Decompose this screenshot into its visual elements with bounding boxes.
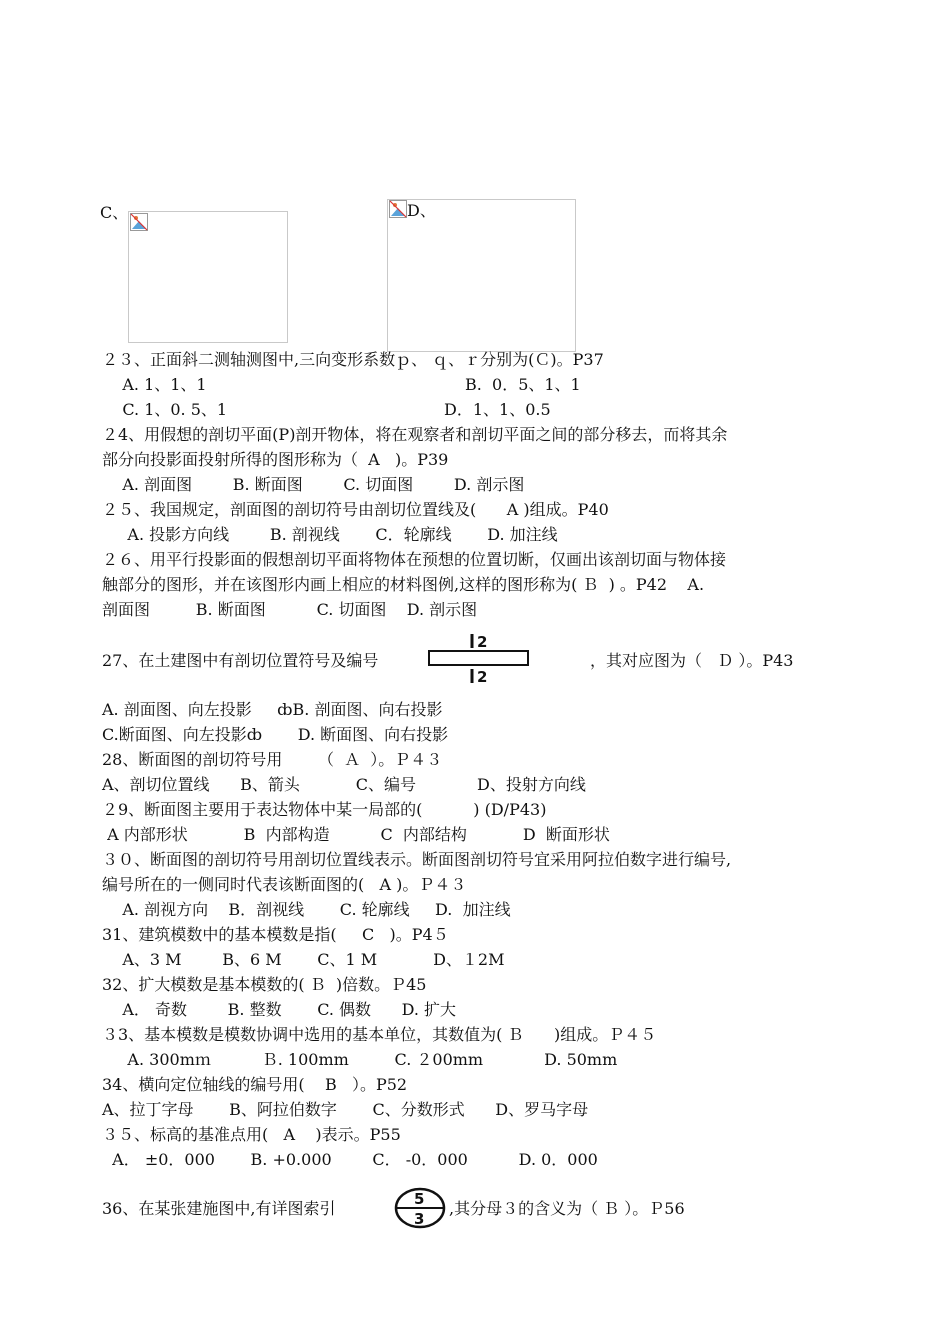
q27-options-ab: A. 剖面图、向左投影 ȸB. 剖面图、向右投影 [102, 700, 443, 719]
q35-stem: ３５、标高的基准点用( A )表示。P55 [102, 1125, 401, 1144]
q34-options: A、拉丁字母 B、阿拉伯数字 C、分数形式 D、罗马字母 [102, 1100, 589, 1119]
q27-options-cd: C.断面图、向左投影ȸ D. 断面图、向右投影 [102, 725, 449, 744]
q31-options: A、3 M B、6 M C、1 M D、１2M [102, 950, 505, 969]
figure-d-image [387, 199, 576, 352]
q23-option-b: B. 0．5、1、1 [465, 375, 581, 394]
q31-stem: 31、建筑模数中的基本模数是指( C )。P4５ [102, 925, 449, 944]
broken-image-icon [389, 200, 407, 218]
section-top-number: 2 [477, 633, 488, 651]
q36-stem-part2: ,其分母３的含义为（ Ｂ ）。Ｐ56 [449, 1199, 685, 1218]
detail-index-symbol [394, 1187, 448, 1229]
q36-stem-part1: 36、在某张建施图中,有详图索引 [102, 1199, 336, 1218]
q30-options: A. 剖视方向 B．剖视线 C. 轮廓线 D. 加注线 [102, 900, 511, 919]
q26-stem-line2: 触部分的图形，并在该图形内画上相应的材料图例,这样的图形称为( Ｂ ) 。P42 A. [102, 575, 705, 594]
figure-c-label: C、 [100, 203, 129, 222]
detail-index-numerator: 5 [414, 1190, 425, 1208]
q28-options: A、剖切位置线 B、箭头 C、编号 D、投射方向线 [102, 775, 586, 794]
q28-stem: 28、断面图的剖切符号用 （ Ａ ）。Ｐ４３ [102, 750, 443, 769]
q30-stem-line2: 编号所在的一侧同时代表该断面图的( A )。Ｐ４３ [102, 875, 467, 894]
detail-index-denominator: 3 [414, 1210, 425, 1228]
figure-c-image [128, 211, 288, 343]
q24-stem-line1: ２4、用假想的剖切平面(P)剖开物体，将在观察者和剖切平面之间的部分移去，而将其余 [102, 425, 728, 444]
q24-options: A. 剖面图 B. 断面图 C. 切面图 D. 剖示图 [102, 475, 525, 494]
q26-stem-line1: ２６、用平行投影面的假想剖切平面将物体在预想的位置切断，仅画出该剖切面与物体接 [102, 550, 727, 569]
q30-stem-line1: ３０、断面图的剖切符号用剖切位置线表示。断面图剖切符号宜采用阿拉伯数字进行编号, [102, 850, 732, 869]
q25-options: A. 投影方向线 B. 剖视线 C．轮廓线 D. 加注线 [102, 525, 558, 544]
q32-options: A． 奇数 B. 整数 C. 偶数 D. 扩大 [102, 1000, 456, 1019]
q35-options: A． ±0．000 B. +0.000 C． -0．000 D. 0．000 [102, 1150, 598, 1169]
broken-image-icon [130, 213, 148, 231]
q32-stem: 32、扩大模数是基本模数的( Ｂ )倍数。Ｐ45 [102, 975, 427, 994]
q26-options: 剖面图 B. 断面图 C. 切面图 D. 剖示图 [102, 600, 478, 619]
q29-stem: ２9、断面图主要用于表达物体中某一局部的( ) (D/P43) [102, 800, 547, 819]
q29-options: A 内部形状 B 内部构造 C 内部结构 D 断面形状 [102, 825, 610, 844]
q25-stem: ２５、我国规定，剖面图的剖切符号由剖切位置线及( A )组成。P40 [102, 500, 609, 519]
q33-options: A. 300mｍ Ｂ. 100mm C. ２00mm D. 50mm [102, 1050, 618, 1069]
q23-option-c: C. 1、0. 5、1 [102, 400, 228, 419]
section-bottom-number: 2 [477, 668, 488, 686]
q27-stem-part2: ，其对应图为（ Ｄ ）。P43 [590, 651, 794, 670]
q23-stem: ２３、正面斜二测轴测图中,三向变形系数ｐ、 ｑ、ｒ分别为(Ｃ)。P37 [102, 350, 604, 369]
q33-stem: ３3、基本模数是模数协调中选用的基本单位，其数值为( Ｂ )组成。Ｐ４５ [102, 1025, 657, 1044]
q34-stem: 34、横向定位轴线的编号用( B ）。P52 [102, 1075, 408, 1094]
q27-stem-part1: 27、在土建图中有剖切位置符号及编号 [102, 651, 379, 670]
figure-d-label: D、 [407, 201, 436, 220]
q23-option-d: D．1、1、0.5 [444, 400, 551, 419]
section-cut-symbol [428, 632, 532, 686]
q24-stem-line2: 部分向投影面投射所得的图形称为（ A )。P39 [102, 450, 449, 469]
q23-option-a: A. 1、1、1 [102, 375, 207, 394]
